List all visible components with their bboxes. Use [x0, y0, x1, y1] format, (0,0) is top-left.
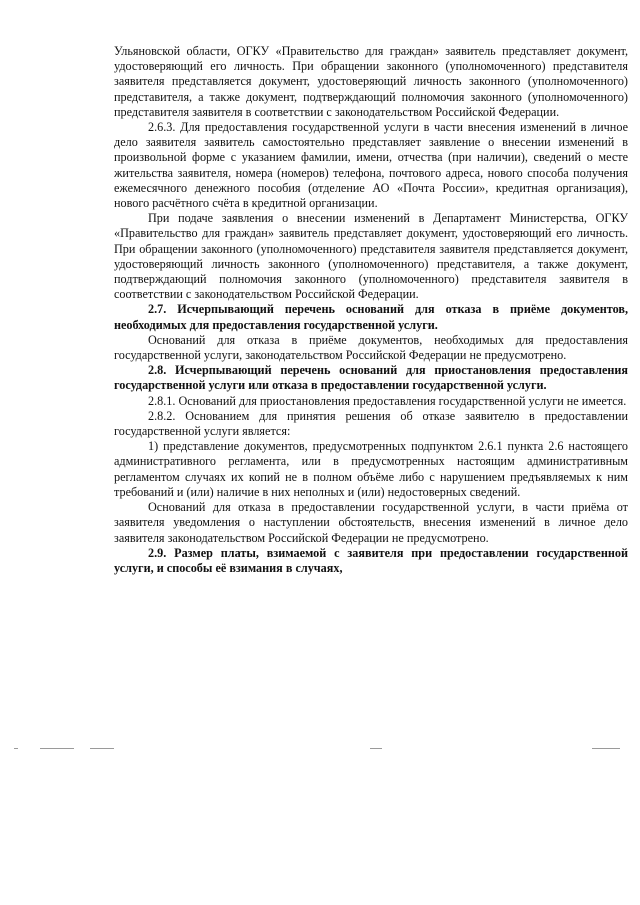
paragraph-2-8-1: 2.8.1. Оснований для приостановления предоставления государственной услуги не имеется. — [148, 393, 627, 408]
paragraph-1: Ульяновской области, ОГКУ «Правительство для граждан» заявитель представляет документ, удостоверяющий его личность. При обращении законного (уполномоченного) представителя заявителя представляется документ, удостоверяющий личность законного (уполномоченного) представителя, а также документ, подтверждающий полномочия законного (уполномоченного) представителя заявителя в соответствии с законодательством Российской Федерации. — [114, 44, 628, 119]
heading-2-7: 2.7. Исчерпывающий перечень оснований для отказа в приёме документов, необходимых для предоставления государственной услуги. — [114, 302, 628, 332]
scan-mark — [90, 748, 114, 749]
scan-mark — [14, 748, 18, 749]
paragraph-submission: При подаче заявления о внесении изменений в Департамент Министерства, ОГКУ «Правительство для граждан» заявитель представляет документ, удостоверяющий его личность. При обращении законного (уполномоченного) представителя заявителя представляется документ, удостоверяющий личность законного (уполномоченного) представителя, а также документ, подтверждающий полномочия законного (уполномоченного) представителя заявителя в соответствии с законодательством Российской Федерации. — [114, 211, 628, 302]
list-item-1: 1) представление документов, предусмотренных подпунктом 2.6.1 пункта 2.6 настоящего административного регламента, или в предусмотренных настоящим административным регламентом случаях их копий не в полном объёме либо с нарушением предъявляемых к ним требований и (или) наличие в них неполных и (или) недостоверных сведений. — [114, 439, 628, 499]
paragraph-2-8-2: 2.8.2. Основанием для принятия решения об отказе заявителю в предоставлении государственной услуги является: — [114, 408, 628, 439]
scan-mark — [592, 748, 620, 749]
paragraph-2-7-body: Оснований для отказа в приёме документов, необходимых для предоставления государственной услуги, законодательством Российской Федерации не предусмотрено. — [114, 332, 628, 363]
heading-2-9: 2.9. Размер платы, взимаемой с заявителя при предоставлении государственной услуги, и способы её взимания в случаях, — [114, 545, 628, 575]
scan-artifacts — [0, 748, 640, 754]
heading-2-8: 2.8. Исчерпывающий перечень оснований для приостановления предоставления государственной услуги или отказа в предоставлении государственной услуги. — [114, 363, 628, 393]
paragraph-2-6-3: 2.6.3. Для предоставления государственной услуги в части внесения изменений в личное дело заявителя заявитель самостоятельно представляет заявление о внесении изменений в произвольной форме с указанием фамилии, имени, отчества (при наличии), сведений о месте жительства заявителя, номера (номеров) телефона, почтового адреса, нового способа получения ежемесячного денежного пособия (отделение АО «Почта России», кредитная организация), нового расчётного счёта в кредитной организации. — [114, 120, 628, 211]
paragraph-refusal: Оснований для отказа в предоставлении государственной услуги, в части приёма от заявителя уведомления о наступлении обстоятельств, внесения изменений в личное дело заявителя законодательством Российской Федерации не предусмотрено. — [114, 500, 628, 545]
scan-mark — [370, 748, 382, 749]
document-page — [114, 44, 628, 576]
scan-mark — [40, 748, 74, 749]
